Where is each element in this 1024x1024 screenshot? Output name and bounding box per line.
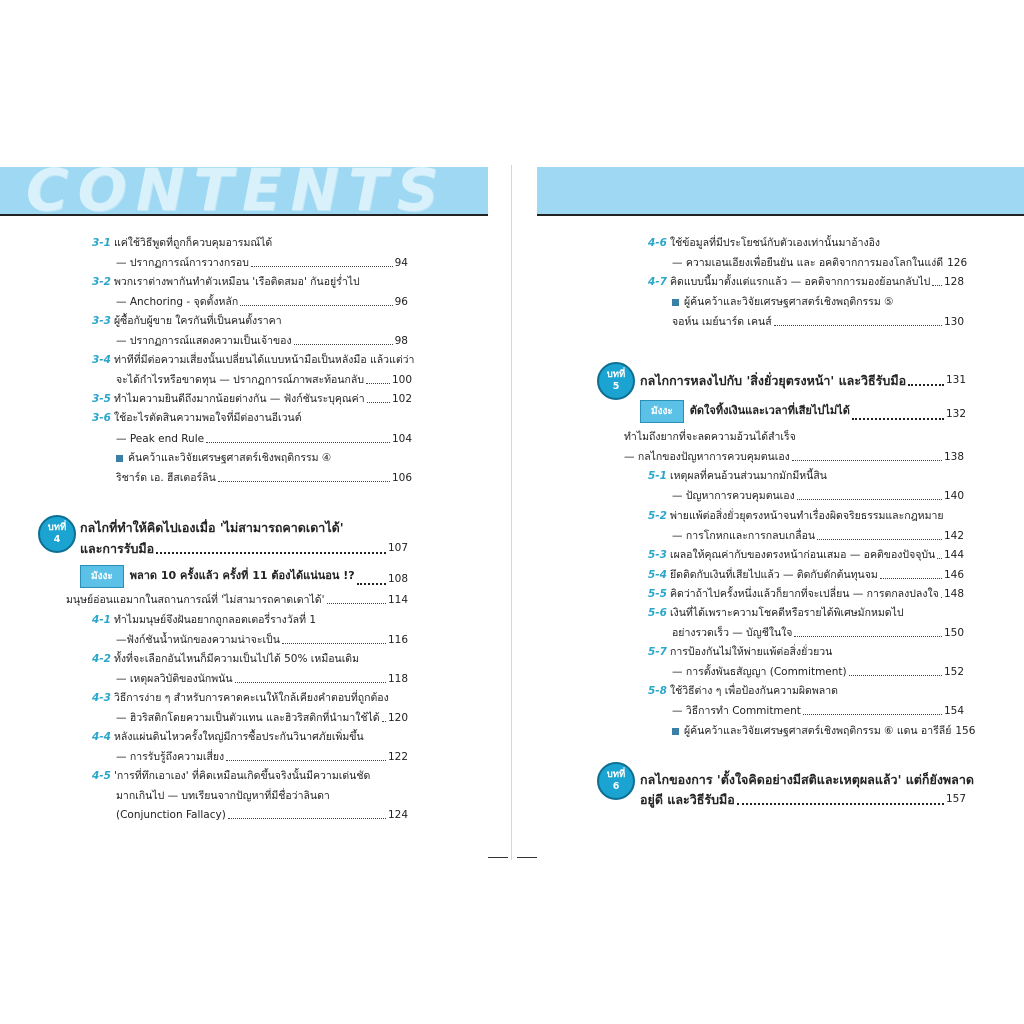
- researcher-entry-6: ผู้ค้นคว้าและวิจัยเศรษฐศาสตร์เชิงพฤติกรรม ⑥ แดน อารีลีย์ 156: [672, 724, 964, 738]
- square-bullet-icon: [116, 455, 123, 462]
- footer-rule-left: [488, 857, 508, 858]
- toc-entry-5-6-sub: อย่างรวดเร็ว — บัญชีในใจ 150: [672, 627, 964, 639]
- toc-entry-4-3: 4-3 วิธีการง่าย ๆ สำหรับการคาดคะเนให้ใกล้เคียงคำตอบที่ถูกต้อง: [92, 692, 389, 704]
- toc-entry-5-7-sub: — การตั้งพันธสัญญา (Commitment) 152: [672, 666, 964, 678]
- toc-entry-5-3: 5-3 เผลอให้คุณค่ากับของตรงหน้าก่อนเสมอ — อคติของปัจจุบัน 144: [648, 549, 964, 561]
- contents-heading: CONTENTS: [26, 156, 448, 224]
- toc-entry-5-5: 5-5 คิดว่าถ้าไปครั้งหนึ่งแล้วก็ยากที่จะเปลี่ยน — การตกลงปลงใจ 148: [648, 588, 964, 600]
- chapter-5-intro-sub: — กลไกของปัญหาการควบคุมตนเอง 138: [624, 451, 964, 463]
- manga-tag: มังงะ: [80, 565, 124, 588]
- toc-entry-3-1: 3-1 แค่ใช้วิธีพูดที่ถูกก็ควบคุมอารมณ์ได้: [92, 237, 273, 249]
- toc-entry-3-5: 3-5 ทำไมความยินดีถึงมากน้อยต่างกัน — ฟังก์ชันระบุคุณค่า 102: [92, 393, 412, 405]
- toc-entry-3-3: 3-3 ผู้ซื้อกับผู้ขาย ใครกันที่เป็นคนตั้งราคา: [92, 315, 282, 327]
- toc-entry-4-4-sub: — การรับรู้ถึงความเสี่ยง 122: [116, 751, 408, 763]
- toc-entry-3-4: 3-4 ท่าทีที่มีต่อความเสี่ยงนั้นเปลี่ยนได้แบบหน้ามือเป็นหลังมือ แล้วแต่ว่า: [92, 354, 415, 366]
- researcher-entry-5: ผู้ค้นคว้าและวิจัยเศรษฐศาสตร์เชิงพฤติกรรม ⑤: [672, 295, 894, 309]
- toc-entry-3-2: 3-2 พวกเราต่างพากันทำตัวเหมือน 'เรือติดสมอ' กันอยู่ร่ำไป: [92, 276, 360, 288]
- manga-tag: มังงะ: [640, 400, 684, 423]
- chapter-6-badge: บทที่ 6: [597, 762, 635, 800]
- toc-entry-3-4-sub: จะได้กำไรหรือขาดทุน — ปรากฏการณ์ภาพสะท้อนกลับ 100: [116, 374, 412, 386]
- square-bullet-icon: [672, 728, 679, 735]
- researcher-name-5: จอห์น เมย์นาร์ด เคนส์ 130: [672, 316, 964, 328]
- chapter-5-title: กลไกการหลงไปกับ 'สิ่งยั่วยุตรงหน้า' และวิธีรับมือ 131: [640, 373, 966, 388]
- header-band-right: [537, 167, 1024, 216]
- book-spine: [511, 165, 512, 860]
- toc-entry-5-4: 5-4 ยึดติดกับเงินที่เสียไปแล้ว — ติดกับดักต้นทุนจม 146: [648, 569, 964, 581]
- square-bullet-icon: [672, 299, 679, 306]
- toc-entry-4-6: 4-6 ใช้ข้อมูลที่มีประโยชน์กับตัวเองเท่านั้นมาอ้างอิง: [648, 237, 881, 249]
- toc-entry-3-2-sub: — Anchoring - จุดตั้งหลัก 96: [116, 296, 408, 308]
- toc-entry-4-2: 4-2 ทั้งที่จะเลือกอันไหนก็มีความเป็นไปได้ 50% เหมือนเดิม: [92, 653, 360, 665]
- toc-entry-4-4: 4-4 หลังแผ่นดินไหวครั้งใหญ่มีการซื้อประกันวินาศภัยเพิ่มขึ้น: [92, 731, 364, 743]
- toc-entry-4-3-sub: — ฮิวริสติกโดยความเป็นตัวแทน และฮิวริสติกที่นำมาใช้ได้ 120: [116, 712, 408, 724]
- chapter-4-title-line2: และการรับมือ 107: [80, 541, 408, 556]
- chapter-4-badge: บทที่ 4: [38, 515, 76, 553]
- manga-entry-5: มังงะ ตัดใจทิ้งเงินและเวลาที่เสียไปไม่ได้ 132: [640, 400, 966, 423]
- toc-entry-4-5-sub: (Conjunction Fallacy) 124: [116, 809, 408, 821]
- toc-entry-3-6-sub: — Peak end Rule 104: [116, 433, 412, 445]
- chapter-4-title: กลไกที่ทำให้คิดไปเองเมื่อ 'ไม่สามารถคาดเดาได้': [80, 520, 344, 535]
- toc-entry-4-7: 4-7 คิดแบบนี้มาตั้งแต่แรกแล้ว — อคติจากการมองย้อนกลับไป 128: [648, 276, 964, 288]
- toc-entry-3-3-sub: — ปรากฏการณ์แสดงความเป็นเจ้าของ 98: [116, 335, 408, 347]
- chapter-6-title-line2: อยู่ดี และวิธีรับมือ 157: [640, 792, 966, 807]
- chapter-6-title: กลไกของการ 'ตั้งใจคิดอย่างมีสติและเหตุผลแล้ว' แต่ก็ยังพลาด: [640, 772, 974, 787]
- toc-entry-5-8-sub: — วิธีการทำ Commitment 154: [672, 705, 964, 717]
- toc-entry-4-6-sub: — ความเอนเอียงเพื่อยืนยัน และ อคติจากการมองโลกในแง่ดี 126: [672, 257, 968, 269]
- manga-entry-4: มังงะ พลาด 10 ครั้งแล้ว ครั้งที่ 11 ต้องได้แน่นอน !? 108: [80, 565, 408, 588]
- toc-entry-5-8: 5-8 ใช้วิธีต่าง ๆ เพื่อป้องกันความผิดพลาด: [648, 685, 838, 697]
- toc-entry-4-5-line2: มากเกินไป — บทเรียนจากปัญหาที่มีชื่อว่าลินดา: [116, 790, 330, 802]
- toc-entry-3-6: 3-6 ใช้อะไรตัดสินความพอใจที่มีต่องานอีเวนต์: [92, 412, 302, 424]
- toc-entry-5-2: 5-2 พ่ายแพ้ต่อสิ่งยั่วยุตรงหน้าจนทำเรื่องผิดจริยธรรมและกฎหมาย: [648, 510, 944, 522]
- toc-entry-5-1: 5-1 เหตุผลที่คนอ้วนส่วนมากมักมีหนี้สิน: [648, 470, 827, 482]
- toc-entry-3-1-sub: — ปรากฏการณ์การวางกรอบ 94: [116, 257, 408, 269]
- researcher-name-4: ริชาร์ด เอ. ฮีสเตอร์ลิน 106: [116, 472, 412, 484]
- toc-entry-5-2-sub: — การโกหกและการกลบเกลื่อน 142: [672, 530, 964, 542]
- toc-entry-4-5: 4-5 'การที่ทึกเอาเอง' ที่คิดเหมือนเกิดขึ้นจริงนั้นมีความเด่นชัด: [92, 770, 371, 782]
- toc-entry-4-2-sub: — เหตุผลวิบัติของนักพนัน 118: [116, 673, 408, 685]
- toc-entry-4-1: 4-1 ทำไมมนุษย์จึงฝันอยากถูกลอตเตอรี่รางวัลที่ 1: [92, 614, 317, 626]
- chapter-5-intro: ทำไมถึงยากที่จะลดความอ้วนได้สำเร็จ: [624, 431, 796, 443]
- toc-entry-5-6: 5-6 เงินที่ได้เพราะความโชคดีหรือรายได้พิเศษมักหมดไป: [648, 607, 904, 619]
- chapter-4-intro: มนุษย์อ่อนแอมากในสถานการณ์ที่ 'ไม่สามารถคาดเดาได้' 114: [66, 594, 408, 606]
- toc-entry-5-1-sub: — ปัญหาการควบคุมตนเอง 140: [672, 490, 964, 502]
- researcher-entry-4: ค้นคว้าและวิจัยเศรษฐศาสตร์เชิงพฤติกรรม ④: [116, 451, 331, 465]
- footer-rule-right: [517, 857, 537, 858]
- chapter-5-badge: บทที่ 5: [597, 362, 635, 400]
- toc-entry-5-7: 5-7 การป้องกันไม่ให้พ่ายแพ้ต่อสิ่งยั่วยวน: [648, 646, 833, 658]
- toc-entry-4-1-sub: —ฟังก์ชันน้ำหนักของความน่าจะเป็น 116: [116, 634, 408, 646]
